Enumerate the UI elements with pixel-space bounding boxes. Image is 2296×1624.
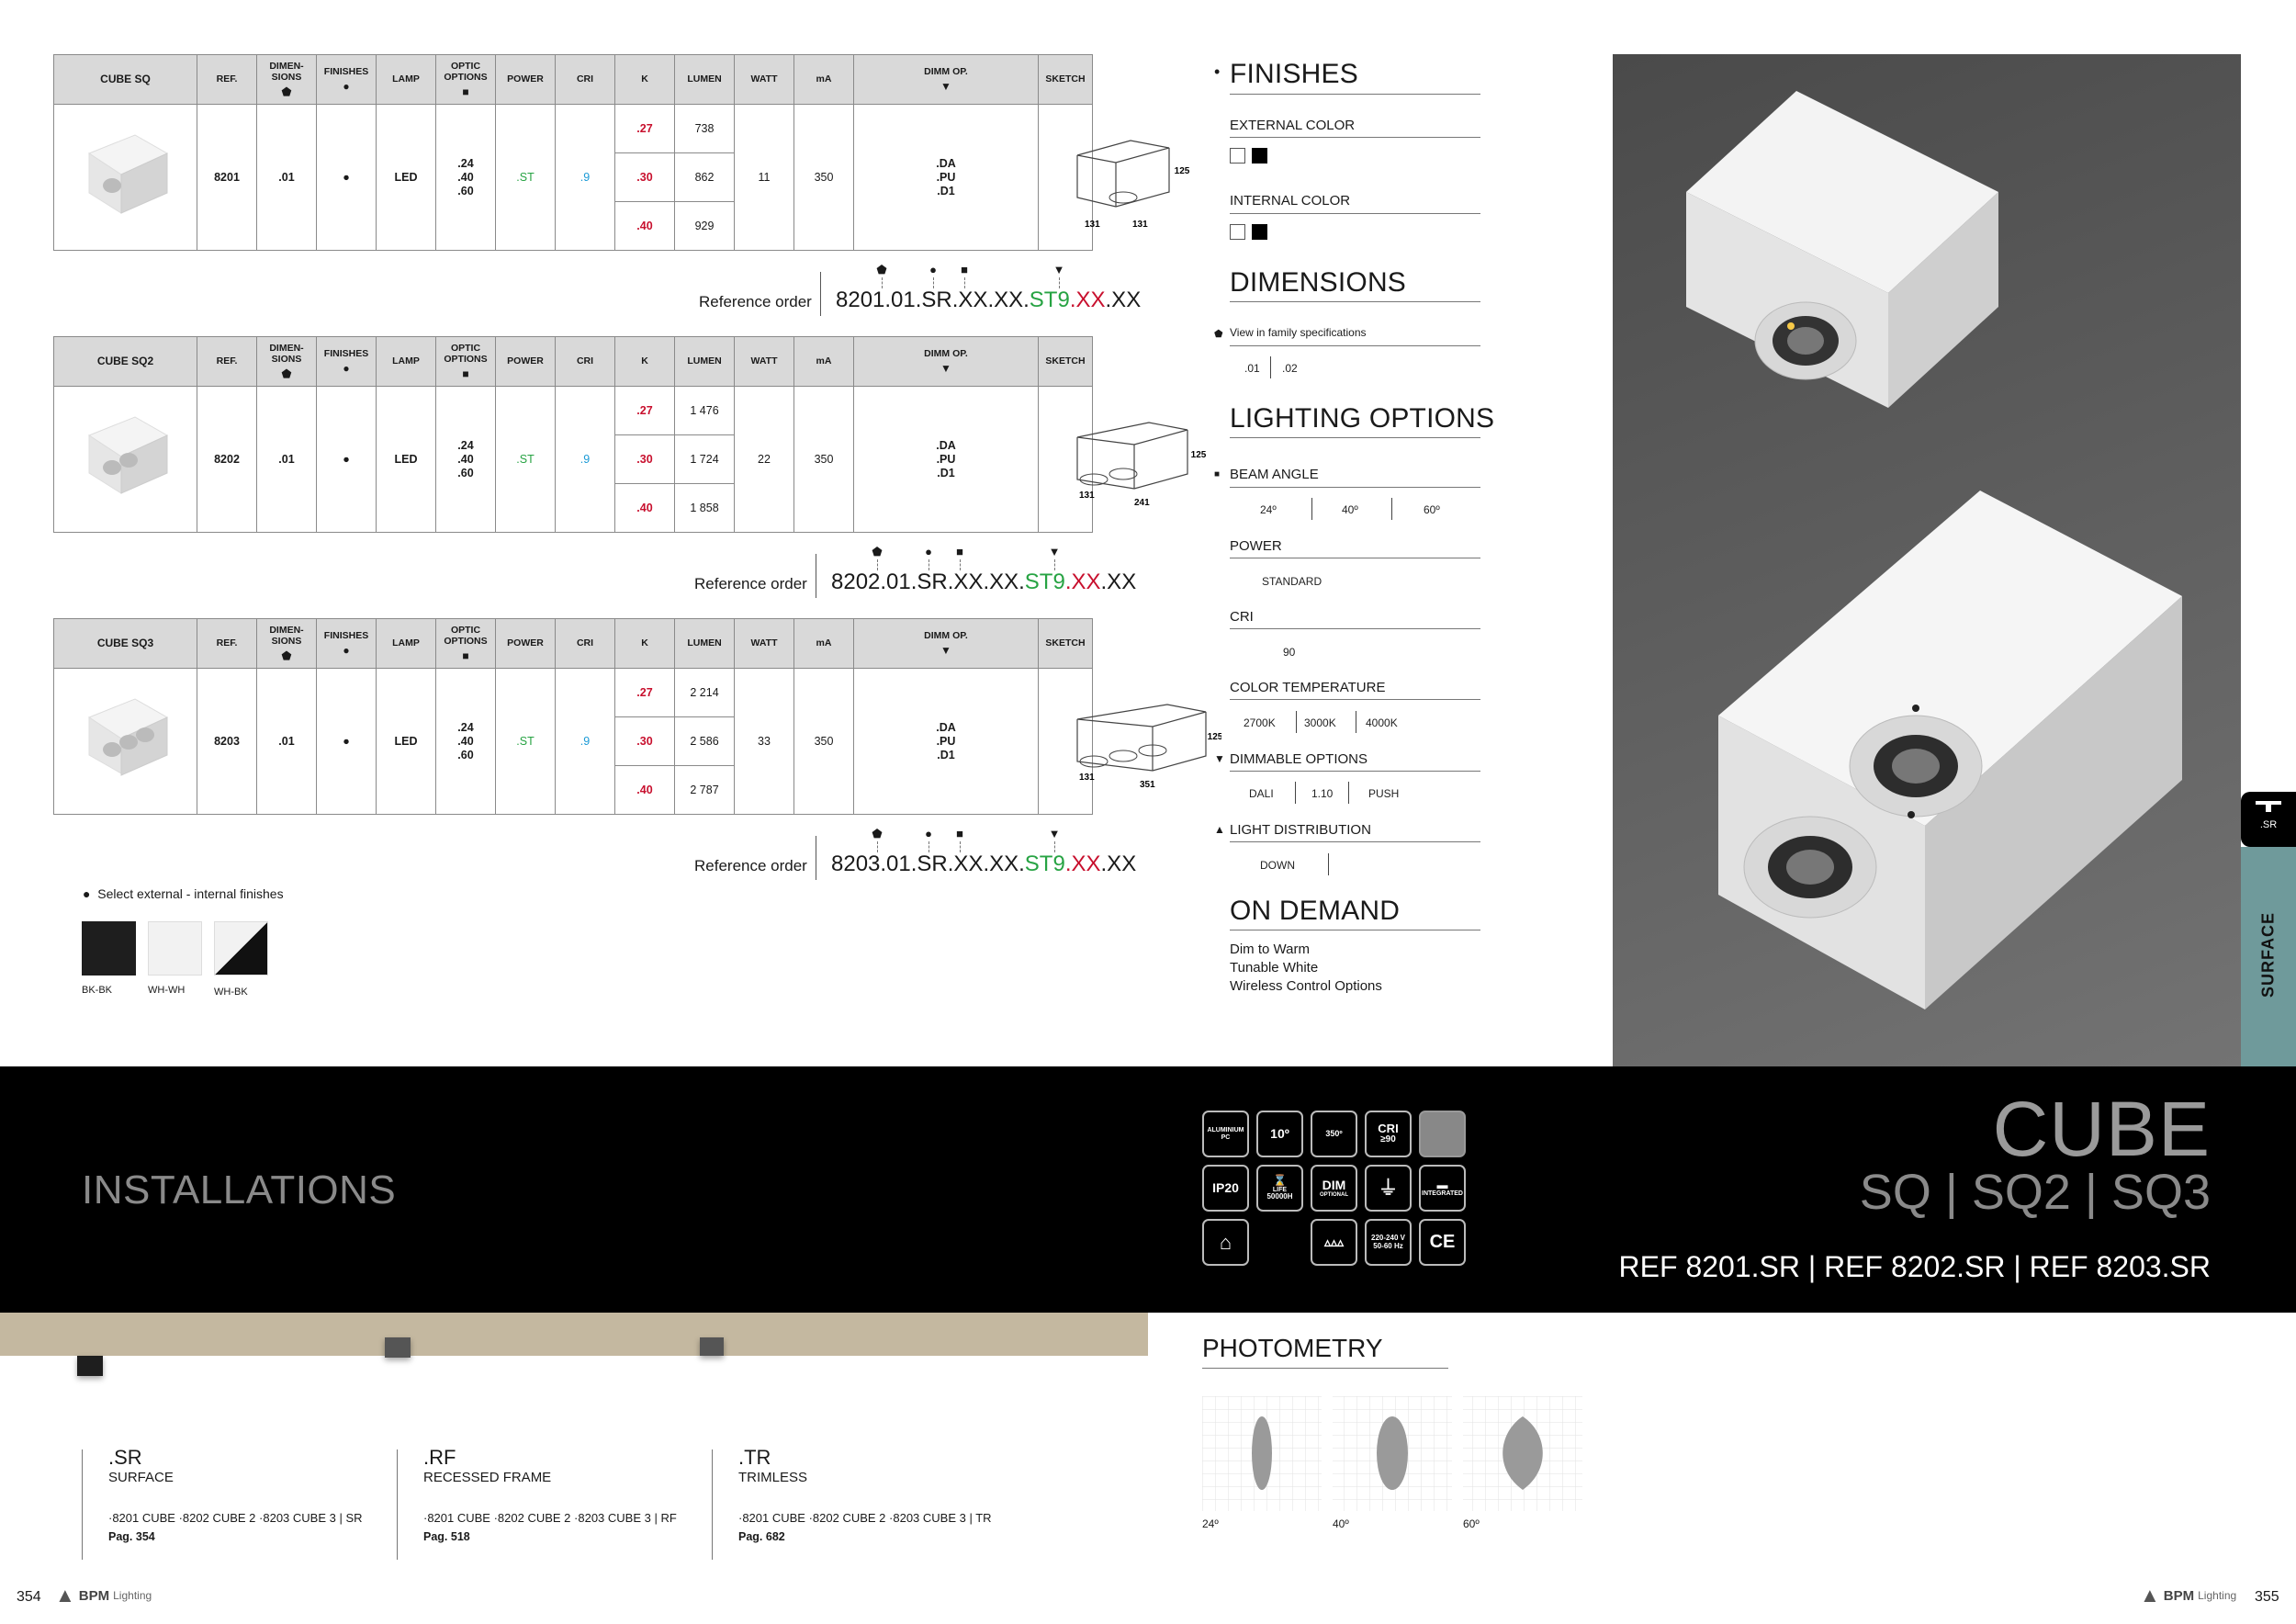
recessed-fixture-thumb xyxy=(385,1337,411,1358)
installation-name: SURFACE xyxy=(108,1470,174,1485)
col-header: SKETCH xyxy=(1039,55,1093,105)
watt-cell: 22 xyxy=(735,387,794,533)
svg-text:131: 131 xyxy=(1132,219,1148,230)
dim-cell: .01 xyxy=(257,387,317,533)
installation-page-link[interactable]: Pag. 518 xyxy=(423,1530,470,1543)
swatch-label: BK-BK xyxy=(82,985,113,996)
ip-rating-icon: IP20 xyxy=(1202,1165,1249,1212)
ceiling-light-icon xyxy=(2256,801,2281,810)
sketch-cell xyxy=(1039,669,1221,815)
bullet-icon: • xyxy=(1214,62,1221,81)
col-header: LAMP xyxy=(377,337,436,387)
installation-name: RECESSED FRAME xyxy=(423,1470,552,1485)
col-header: DIMM OP. ▼ xyxy=(854,55,1039,105)
col-header: LUMEN xyxy=(675,55,735,105)
col-header: FINISHES ● xyxy=(317,337,377,387)
ref-cell: 8203 xyxy=(197,669,257,815)
bullet-icon: ● xyxy=(343,735,350,748)
product-refs: REF 8201.SR | REF 8202.SR | REF 8203.SR xyxy=(1618,1250,2211,1283)
product-thumb xyxy=(54,105,197,251)
installation-name: TRIMLESS xyxy=(738,1470,808,1485)
svg-text:131: 131 xyxy=(1079,772,1095,783)
dim-note: View in family specifications xyxy=(1230,326,1367,339)
dimension-sketch xyxy=(1039,389,1221,527)
material-icon: ALUMINIUM PC xyxy=(1202,1111,1249,1157)
col-header: FINISHES ● xyxy=(317,55,377,105)
installation-code: .RF xyxy=(423,1446,456,1469)
on-demand-item: Dim to Warm xyxy=(1230,942,1310,957)
lumen-cell: 862 xyxy=(675,153,735,202)
pentagon-icon: ⬟ xyxy=(1214,329,1223,340)
col-header: mA xyxy=(794,619,854,669)
brand-triangle-icon: ▲ xyxy=(55,1584,75,1607)
swatch-bk-bk[interactable] xyxy=(82,921,136,976)
col-header: K xyxy=(615,619,675,669)
k-cell: .40 xyxy=(615,766,675,815)
watt-cell: 11 xyxy=(735,105,794,251)
bullet-icon: ● xyxy=(919,828,938,852)
svg-text:125: 125 xyxy=(1174,165,1190,176)
square-icon: ■ xyxy=(462,85,469,98)
square-icon: ■ xyxy=(951,828,969,852)
bullet-icon: ● xyxy=(343,171,350,184)
power-cell: .ST xyxy=(496,669,556,815)
photometry-angle: 24º xyxy=(1202,1517,1219,1530)
optic-cell: .24 .40 .60 xyxy=(436,105,496,251)
dimm-cell: .DA .PU .D1 xyxy=(854,105,1039,251)
surface-tab-label: SURFACE xyxy=(2258,912,2278,998)
reference-order-label: Reference order xyxy=(694,857,807,874)
product-image xyxy=(57,112,195,241)
col-header: K xyxy=(615,337,675,387)
lumen-cell: 2 214 xyxy=(675,669,735,717)
on-demand-item: Tunable White xyxy=(1230,960,1319,976)
watt-cell: 33 xyxy=(735,669,794,815)
product-image xyxy=(57,394,195,523)
col-header: WATT xyxy=(735,619,794,669)
sr-tab[interactable] xyxy=(2241,792,2296,847)
ct-option[interactable]: 3000K xyxy=(1304,716,1336,729)
col-header: K xyxy=(615,55,675,105)
col-header: DIMEN- SIONS ⬟ xyxy=(257,55,317,105)
distribution-option[interactable]: DOWN xyxy=(1260,859,1295,872)
power-label: POWER xyxy=(1230,538,1282,554)
beam-option[interactable]: 60º xyxy=(1424,503,1440,516)
table-title: CUBE SQ2 xyxy=(54,337,197,387)
ref-cell: 8201 xyxy=(197,105,257,251)
installation-refs: ·8201 CUBE ·8202 CUBE 2 ·8203 CUBE 3 | RF xyxy=(423,1511,677,1525)
cri-label: CRI xyxy=(1230,609,1254,625)
earth-icon: ⏚ xyxy=(1365,1165,1412,1212)
col-header: CRI xyxy=(556,337,615,387)
bullet-icon: ● xyxy=(343,453,350,466)
product-photo xyxy=(1613,54,2241,1066)
cri-cell: .9 xyxy=(556,105,615,251)
pentagon-icon: ⬟ xyxy=(868,828,886,852)
k-cell: .30 xyxy=(615,717,675,766)
photometry-angle: 40º xyxy=(1333,1517,1349,1530)
dimm-option[interactable]: 1.10 xyxy=(1311,787,1334,800)
swatch-label: WH-WH xyxy=(148,985,186,996)
swatch-label: WH-BK xyxy=(214,987,248,998)
installation-code: .SR xyxy=(108,1446,142,1469)
bullet-icon: ● xyxy=(919,546,938,570)
beam-angle-label: BEAM ANGLE xyxy=(1230,467,1319,482)
lumen-cell: 1 858 xyxy=(675,484,735,533)
swatch-wh-bk[interactable] xyxy=(214,921,268,976)
col-header: FINISHES ● xyxy=(317,619,377,669)
reference-order-code: 8203.01.SR.XX.XX.ST9.XX.XX xyxy=(831,851,1137,876)
lamp-cell: LED xyxy=(377,387,436,533)
col-header: WATT xyxy=(735,337,794,387)
bullet-icon: ● xyxy=(343,643,350,657)
installation-page-link[interactable]: Pag. 682 xyxy=(738,1530,785,1543)
surface-tab[interactable] xyxy=(2241,847,2296,1066)
triangle-up-icon: ▲ xyxy=(1214,823,1225,836)
cri-option[interactable]: 90 xyxy=(1283,646,1296,659)
dimmable-icon: DIM OPTIONAL xyxy=(1311,1165,1357,1212)
col-header: DIMEN- SIONS ⬟ xyxy=(257,337,317,387)
on-demand-heading: ON DEMAND xyxy=(1230,896,1401,926)
external-black-swatch[interactable] xyxy=(1252,148,1267,164)
ma-cell: 350 xyxy=(794,387,854,533)
bullet-icon: ● xyxy=(924,264,942,288)
pentagon-icon: ⬟ xyxy=(281,648,292,662)
triangle-down-icon: ▼ xyxy=(1214,752,1225,765)
installation-refs: ·8201 CUBE ·8202 CUBE 2 ·8203 CUBE 3 | SR xyxy=(108,1511,363,1525)
photometry-40-icon xyxy=(1333,1396,1452,1511)
installation-code: .TR xyxy=(738,1446,771,1469)
ma-cell: 350 xyxy=(794,669,854,815)
col-header: POWER xyxy=(496,55,556,105)
triangle-down-icon: ▼ xyxy=(940,79,951,93)
optic-cell: .24 .40 .60 xyxy=(436,669,496,815)
dimmable-options-label: DIMMABLE OPTIONS xyxy=(1230,751,1368,767)
installation-refs: ·8201 CUBE ·8202 CUBE 2 ·8203 CUBE 3 | TR xyxy=(738,1511,992,1525)
col-header: WATT xyxy=(735,55,794,105)
lumen-cell: 738 xyxy=(675,105,735,153)
lumen-cell: 2 787 xyxy=(675,766,735,815)
svg-text:131: 131 xyxy=(1079,490,1095,501)
right-page-number: 355 xyxy=(2255,1589,2279,1605)
k-cell: .27 xyxy=(615,669,675,717)
square-icon: ■ xyxy=(462,367,469,380)
k-cell: .40 xyxy=(615,202,675,251)
finish-cell xyxy=(317,387,377,533)
internal-white-swatch[interactable] xyxy=(1230,224,1245,240)
spec-table xyxy=(53,54,1190,251)
svg-text:351: 351 xyxy=(1140,779,1155,790)
photometry-24-icon xyxy=(1202,1396,1322,1511)
bullet-icon: ● xyxy=(343,361,350,375)
lumen-cell: 929 xyxy=(675,202,735,251)
power-cell: .ST xyxy=(496,387,556,533)
reference-order-code: 8202.01.SR.XX.XX.ST9.XX.XX xyxy=(831,570,1137,594)
triangle-down-icon: ▼ xyxy=(940,643,951,657)
k-cell: .27 xyxy=(615,387,675,435)
dimm-cell: .DA .PU .D1 xyxy=(854,669,1039,815)
triangle-down-icon: ▼ xyxy=(1050,264,1068,288)
triangle-down-icon: ▼ xyxy=(1045,828,1064,852)
k-cell: .40 xyxy=(615,484,675,533)
svg-text:125: 125 xyxy=(1207,731,1221,742)
table-title: CUBE SQ xyxy=(54,55,197,105)
k-cell: .27 xyxy=(615,105,675,153)
svg-text:125: 125 xyxy=(1190,449,1207,460)
svg-text:241: 241 xyxy=(1134,497,1150,508)
product-thumb xyxy=(54,669,197,815)
k-cell: .30 xyxy=(615,435,675,484)
bullet-icon: ● xyxy=(343,79,350,93)
square-icon: ■ xyxy=(1214,469,1221,479)
col-header: POWER xyxy=(496,337,556,387)
col-header: REF. xyxy=(197,337,257,387)
dimm-cell: .DA .PU .D1 xyxy=(854,387,1039,533)
product-image xyxy=(57,676,195,805)
installation-icon: ▵▵▵ xyxy=(1311,1219,1357,1266)
lumen-cell: 2 586 xyxy=(675,717,735,766)
ct-option[interactable]: 4000K xyxy=(1366,716,1398,729)
col-header: SKETCH xyxy=(1039,619,1093,669)
on-demand-item: Wireless Control Options xyxy=(1230,978,1382,994)
lamp-cell: LED xyxy=(377,669,436,815)
integrated-driver-icon: ▬ INTEGRATED xyxy=(1419,1165,1466,1212)
light-distribution-label: LIGHT DISTRIBUTION xyxy=(1230,822,1371,838)
pentagon-icon: ⬟ xyxy=(281,85,292,98)
col-header: POWER xyxy=(496,619,556,669)
dim-option[interactable]: .02 xyxy=(1282,362,1298,375)
trimless-fixture-thumb xyxy=(700,1337,724,1356)
triangle-down-icon: ▼ xyxy=(1045,546,1064,570)
brand-logo-left: ▲ BPM Lighting xyxy=(55,1584,152,1607)
col-header: DIMM OP. ▼ xyxy=(854,337,1039,387)
pentagon-icon: ⬟ xyxy=(872,264,891,288)
spec-table xyxy=(53,618,1221,815)
reference-order-code: 8201.01.SR.XX.XX.ST9.XX.XX xyxy=(836,288,1142,312)
square-icon: ■ xyxy=(951,546,969,570)
dim-cell: .01 xyxy=(257,105,317,251)
col-header: LUMEN xyxy=(675,337,735,387)
sketch-cell xyxy=(1039,105,1190,251)
pentagon-icon: ⬟ xyxy=(868,546,886,570)
finish-select-note: ● Select external - internal finishes xyxy=(83,886,284,901)
dimm-option[interactable]: PUSH xyxy=(1368,787,1400,800)
spec-table xyxy=(53,336,1207,533)
ref-cell: 8202 xyxy=(197,387,257,533)
lighting-options-heading: LIGHTING OPTIONS xyxy=(1230,403,1495,434)
surface-fixture-thumb xyxy=(77,1356,103,1376)
col-header: CRI xyxy=(556,619,615,669)
table-title: CUBE SQ3 xyxy=(54,619,197,669)
lifetime-icon: ⌛ LIFE 50000H xyxy=(1256,1165,1303,1212)
finish-cell xyxy=(317,669,377,815)
reference-order-label: Reference order xyxy=(694,575,807,592)
product-thumb xyxy=(54,387,197,533)
col-header: mA xyxy=(794,55,854,105)
beam-option[interactable]: 40º xyxy=(1342,503,1358,516)
triangle-down-icon: ▼ xyxy=(940,361,951,375)
cri-cell: .9 xyxy=(556,669,615,815)
col-header: OPTIC OPTIONS ■ xyxy=(436,337,496,387)
sr-tab-label: .SR xyxy=(2259,819,2278,830)
indoor-icon: ⌂ xyxy=(1202,1219,1249,1266)
swatch-wh-wh[interactable] xyxy=(148,921,202,976)
col-header: CRI xyxy=(556,55,615,105)
dimensions-heading: DIMENSIONS xyxy=(1230,267,1407,298)
lamp-cell: LED xyxy=(377,105,436,251)
ct-option[interactable]: 2700K xyxy=(1244,716,1276,729)
col-header: REF. xyxy=(197,619,257,669)
col-header: LAMP xyxy=(377,55,436,105)
col-header: LAMP xyxy=(377,619,436,669)
rotation-icon: 350º xyxy=(1311,1111,1357,1157)
photometry-60-icon xyxy=(1463,1396,1582,1511)
square-icon: ■ xyxy=(462,648,469,662)
dim-cell: .01 xyxy=(257,669,317,815)
sketch-cell xyxy=(1039,387,1207,533)
pentagon-icon: ⬟ xyxy=(281,367,292,380)
finishes-heading: FINISHES xyxy=(1230,59,1358,89)
col-header: LUMEN xyxy=(675,619,735,669)
col-header: OPTIC OPTIONS ■ xyxy=(436,55,496,105)
led-driver-icon xyxy=(1419,1111,1466,1157)
k-cell: .30 xyxy=(615,153,675,202)
power-cell: .ST xyxy=(496,105,556,251)
power-option[interactable]: STANDARD xyxy=(1262,575,1322,588)
col-header: DIMM OP. ▼ xyxy=(854,619,1039,669)
cri-cell: .9 xyxy=(556,387,615,533)
beam-option[interactable]: 24º xyxy=(1260,503,1277,516)
internal-color-label: INTERNAL COLOR xyxy=(1230,193,1351,209)
col-header: mA xyxy=(794,337,854,387)
col-header: REF. xyxy=(197,55,257,105)
col-header: SKETCH xyxy=(1039,337,1093,387)
col-header: OPTIC OPTIONS ■ xyxy=(436,619,496,669)
product-subtitle: SQ | SQ2 | SQ3 xyxy=(1859,1165,2211,1220)
brand-logo-right: ▲ BPM Lighting xyxy=(2140,1584,2237,1607)
voltage-icon: 220-240 V 50-60 Hz xyxy=(1365,1219,1412,1266)
product-title: CUBE xyxy=(1992,1086,2211,1172)
dim-option[interactable]: .01 xyxy=(1244,362,1260,375)
tilt-icon: 10º xyxy=(1256,1111,1303,1157)
photometry-heading: PHOTOMETRY xyxy=(1202,1334,1383,1362)
svg-text:131: 131 xyxy=(1085,219,1100,230)
photometry-diagrams xyxy=(1202,1396,1588,1520)
lumen-cell: 1 724 xyxy=(675,435,735,484)
ma-cell: 350 xyxy=(794,105,854,251)
photometry-angle: 60º xyxy=(1463,1517,1480,1530)
ceiling-strip xyxy=(0,1313,1148,1356)
installation-page-link[interactable]: Pag. 354 xyxy=(108,1530,155,1543)
title-band xyxy=(0,1066,2296,1313)
internal-black-swatch[interactable] xyxy=(1252,224,1267,240)
cri-icon: CRI ≥90 xyxy=(1365,1111,1412,1157)
col-header: DIMEN- SIONS ⬟ xyxy=(257,619,317,669)
dimm-option[interactable]: DALI xyxy=(1249,787,1274,800)
finish-cell xyxy=(317,105,377,251)
reference-order-label: Reference order xyxy=(699,293,812,310)
dimension-sketch xyxy=(1039,107,1221,245)
dimension-sketch xyxy=(1039,671,1221,809)
external-white-swatch[interactable] xyxy=(1230,148,1245,164)
brand-triangle-icon: ▲ xyxy=(2140,1584,2160,1607)
left-page-number: 354 xyxy=(17,1589,41,1605)
color-temperature-label: COLOR TEMPERATURE xyxy=(1230,680,1386,695)
optic-cell: .24 .40 .60 xyxy=(436,387,496,533)
bullet-icon: ● xyxy=(83,886,91,901)
lumen-cell: 1 476 xyxy=(675,387,735,435)
square-icon: ■ xyxy=(955,264,974,288)
external-color-label: EXTERNAL COLOR xyxy=(1230,118,1356,133)
ce-mark-icon: CE xyxy=(1419,1219,1466,1266)
installations-heading: INSTALLATIONS xyxy=(82,1167,397,1212)
